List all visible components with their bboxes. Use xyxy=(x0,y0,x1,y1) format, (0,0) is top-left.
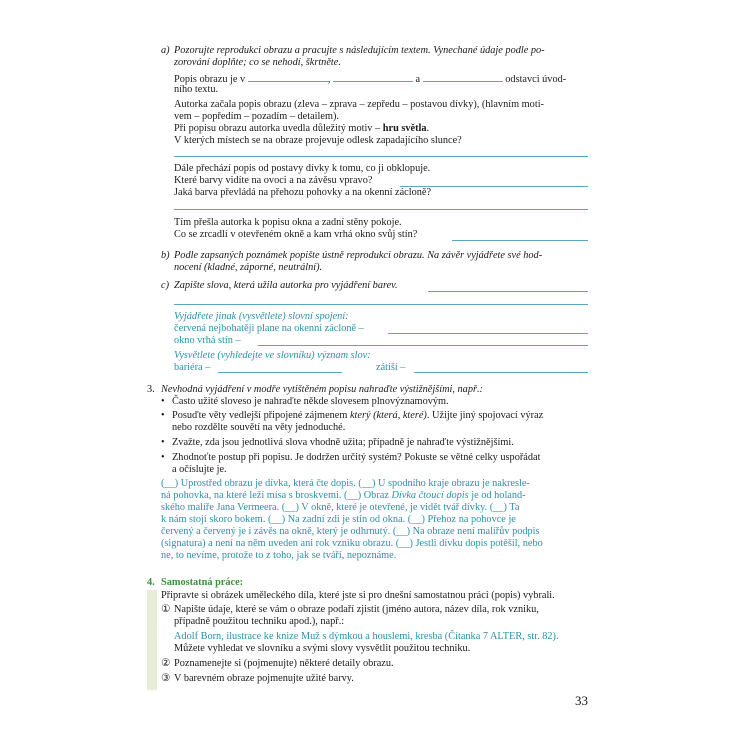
task-3-intro: Nevhodná vyjádření v modře vytištěném popisu nahraďte výstižnějšími, např.: xyxy=(161,384,483,395)
answer-line-colors-cover[interactable] xyxy=(174,209,588,210)
bullet-2-line2: nebo rozdělte souvětí na věty jednoduché. xyxy=(172,422,346,433)
task-a-line2: ního textu. xyxy=(174,84,219,95)
step-1-line3: Můžete vyhledat ve slovníku a svými slovy vysvětlit použitou techniku. xyxy=(174,643,471,654)
painting-title: Dívka čtoucí dopis xyxy=(391,490,469,501)
expression-title: Vyjádřete jinak (vysvětlete) slovní spojení: xyxy=(174,311,349,322)
vocabulary-word-2: zátiší – xyxy=(376,362,406,373)
answer-line-color-words-1[interactable] xyxy=(428,291,588,292)
task-a-line11: Co se zrcadlí v otevřeném okně a kam vrhá okno svůj stín? xyxy=(174,229,418,240)
step-3-text: V barevném obraze pojmenujte užité barvy. xyxy=(174,673,354,684)
bullet-4-line1: Zhodnoťte postup při popisu. Je dodržen určitý systém? Pokuste se větné celky uspořádat xyxy=(172,452,541,463)
blue-text-line-2 xyxy=(161,490,526,502)
bullet-1-line1: Často užité sloveso je nahraďte někde slovesem plnovýznamovým. xyxy=(172,396,449,407)
step-1-line1: Napište údaje, které se vám o obraze podaří zjistit (jméno autora, název díla, rok vzniku, xyxy=(174,604,539,615)
conjunction-and: a xyxy=(415,74,421,85)
blue-text-line-1: (__) Uprostřed obrazu je dívka, která čte dopis. (__) U spodního kraje obrazu je nakresle- xyxy=(161,478,530,489)
task-4-number: 4. xyxy=(147,577,155,588)
task-a-line10: Tím přešla autorka k popisu okna a zadní stěny pokoje. xyxy=(174,217,402,228)
step-1-line2: případně použitou techniku apod.), např.: xyxy=(174,616,345,627)
answer-blank-1[interactable] xyxy=(248,72,328,82)
task-c-line1: Zapište slova, která užila autorka pro vyjádření barev. xyxy=(174,280,398,291)
bullet-3-symbol: • xyxy=(161,437,165,448)
blue-text-line-7: ne, to nevíme, protože to z toho, jak se tváří, nepoznáme. xyxy=(161,550,397,561)
answer-line-window[interactable] xyxy=(452,240,588,241)
task-a-line9: Jaká barva převládá na přehozu pohovky a na okenní zácloně? xyxy=(174,187,432,198)
paragraph-position-prompt: Popis obrazu je v xyxy=(174,74,246,85)
blue-text-2-start: ná pohovka, na které leží mísa s broskvemi. (__) Obraz xyxy=(161,490,389,501)
motif-prompt: Při popisu obrazu autorka uvedla důležitý motiv – xyxy=(174,123,381,134)
task-4-side-bar xyxy=(147,590,157,690)
task-a-line6: V kterých místech se na obraze projevuje odlesk zapadajícího slunce? xyxy=(174,135,462,146)
bullet-2-end: . Užijte jiný spojovací výraz xyxy=(426,410,544,421)
period: . xyxy=(426,123,430,134)
answer-line-word-2[interactable] xyxy=(414,372,588,373)
task-a-letter: a) xyxy=(161,45,170,56)
blue-text-line-5: červený a červený je i závěs na okně, který je odhrnutý. (__) Na obraze není malířův podpis xyxy=(161,526,540,537)
answer-line-expression-2[interactable] xyxy=(258,345,588,346)
task-b-letter: b) xyxy=(161,250,170,261)
answer-blank-2[interactable] xyxy=(333,72,413,82)
task-a-line3: Autorka začala popis obrazu (zleva – zprava – zepředu – postavou dívky), (hlavním moti- xyxy=(174,99,544,110)
vocabulary-word-1: bariéra – xyxy=(174,362,211,373)
blue-text-line-6: (signatura) a není na něm uveden ani rok vzniku obrazu. (__) Jestli dívku dopis potěšil, nebo xyxy=(161,538,543,549)
task-c-letter: c) xyxy=(161,280,169,291)
paragraph-position-end: odstavci úvod- xyxy=(505,74,567,85)
step-1-example: Adolf Born, ilustrace ke knize Muž s dýmkou a houslemi, kresba (Čítanka 7 ALTER, str. 82). xyxy=(174,631,559,642)
task-a-line8: Které barvy vidíte na ovoci a na závěsu vpravo? xyxy=(174,175,373,186)
blue-text-2-end: je od holand- xyxy=(471,490,526,501)
step-2-marker: ② xyxy=(161,658,171,669)
task-4-title: Samostatná práce: xyxy=(161,577,244,588)
bullet-2-line1 xyxy=(172,410,543,422)
page-number: 33 xyxy=(575,693,588,708)
task-a-heading-line2: zorování doplňte; co se nehodí, škrtněte. xyxy=(174,57,341,68)
expression-1: červená nejbohatěji plane na okenní zácloně – xyxy=(174,323,364,334)
task-3-number: 3. xyxy=(147,384,155,395)
step-1-marker: ① xyxy=(161,604,171,615)
bullet-2-pronoun: který (která, které) xyxy=(349,410,427,421)
task-b-line2: nocení (kladné, záporné, neutrální). xyxy=(174,262,323,273)
blue-text-line-4: k nám stojí skoro bokem. (__) Na zadní zdi je stín od okna. (__) Přehoz na pohovce je xyxy=(161,514,516,525)
task-a-line7: Dále přechází popis od postavy dívky k tomu, co ji obklopuje. xyxy=(174,163,431,174)
task-a-line4: vem – popředím – pozadím – detailem). xyxy=(174,111,339,122)
bullet-4-symbol: • xyxy=(161,452,165,463)
expression-2: okno vrhá stín – xyxy=(174,335,241,346)
answer-line-sunlight[interactable] xyxy=(174,156,588,157)
bullet-2-start: Posuďte věty vedlejší připojené zájmenem xyxy=(172,410,348,421)
answer-line-color-words-2[interactable] xyxy=(174,304,588,305)
step-2-text: Poznamenejte si (pojmenujte) některé detaily obrazu. xyxy=(174,658,394,669)
task-b-line1: Podle zapsaných poznámek popište ústně reprodukci obrazu. Na závěr vyjádřete své hod- xyxy=(174,250,543,261)
answer-line-word-1[interactable] xyxy=(218,372,342,373)
blue-text-line-3: ského malíře Jana Vermeera. (__) V okně, které je otevřené, je vidět tvář dívky. (__) Ta xyxy=(161,502,520,513)
bullet-2-symbol: • xyxy=(161,410,165,421)
step-3-marker: ③ xyxy=(161,673,171,684)
vocabulary-title: Vysvětlete (vyhledejte ve slovníku) význam slov: xyxy=(174,350,371,361)
motif-bold: hru světla xyxy=(382,123,427,134)
bullet-3-line1: Zvažte, zda jsou jednotlivá slova vhodně užita; případně je nahraďte výstižnějšími. xyxy=(172,437,514,448)
bullet-1-symbol: • xyxy=(161,396,165,407)
answer-blank-3[interactable] xyxy=(423,72,503,82)
comma: , xyxy=(327,74,331,85)
answer-line-expression-1[interactable] xyxy=(388,333,588,334)
bullet-4-line2: a očíslujte je. xyxy=(172,464,227,475)
task-4-intro: Připravte si obrázek uměleckého díla, které jste si pro dnešní samostatnou práci (popis) vybrali. xyxy=(161,590,555,601)
task-a-heading-line1: Pozorujte reprodukci obrazu a pracujte s následujícím textem. Vynechané údaje podle po- xyxy=(174,45,545,56)
task-a-line1 xyxy=(174,72,566,86)
task-a-line5 xyxy=(174,123,429,135)
